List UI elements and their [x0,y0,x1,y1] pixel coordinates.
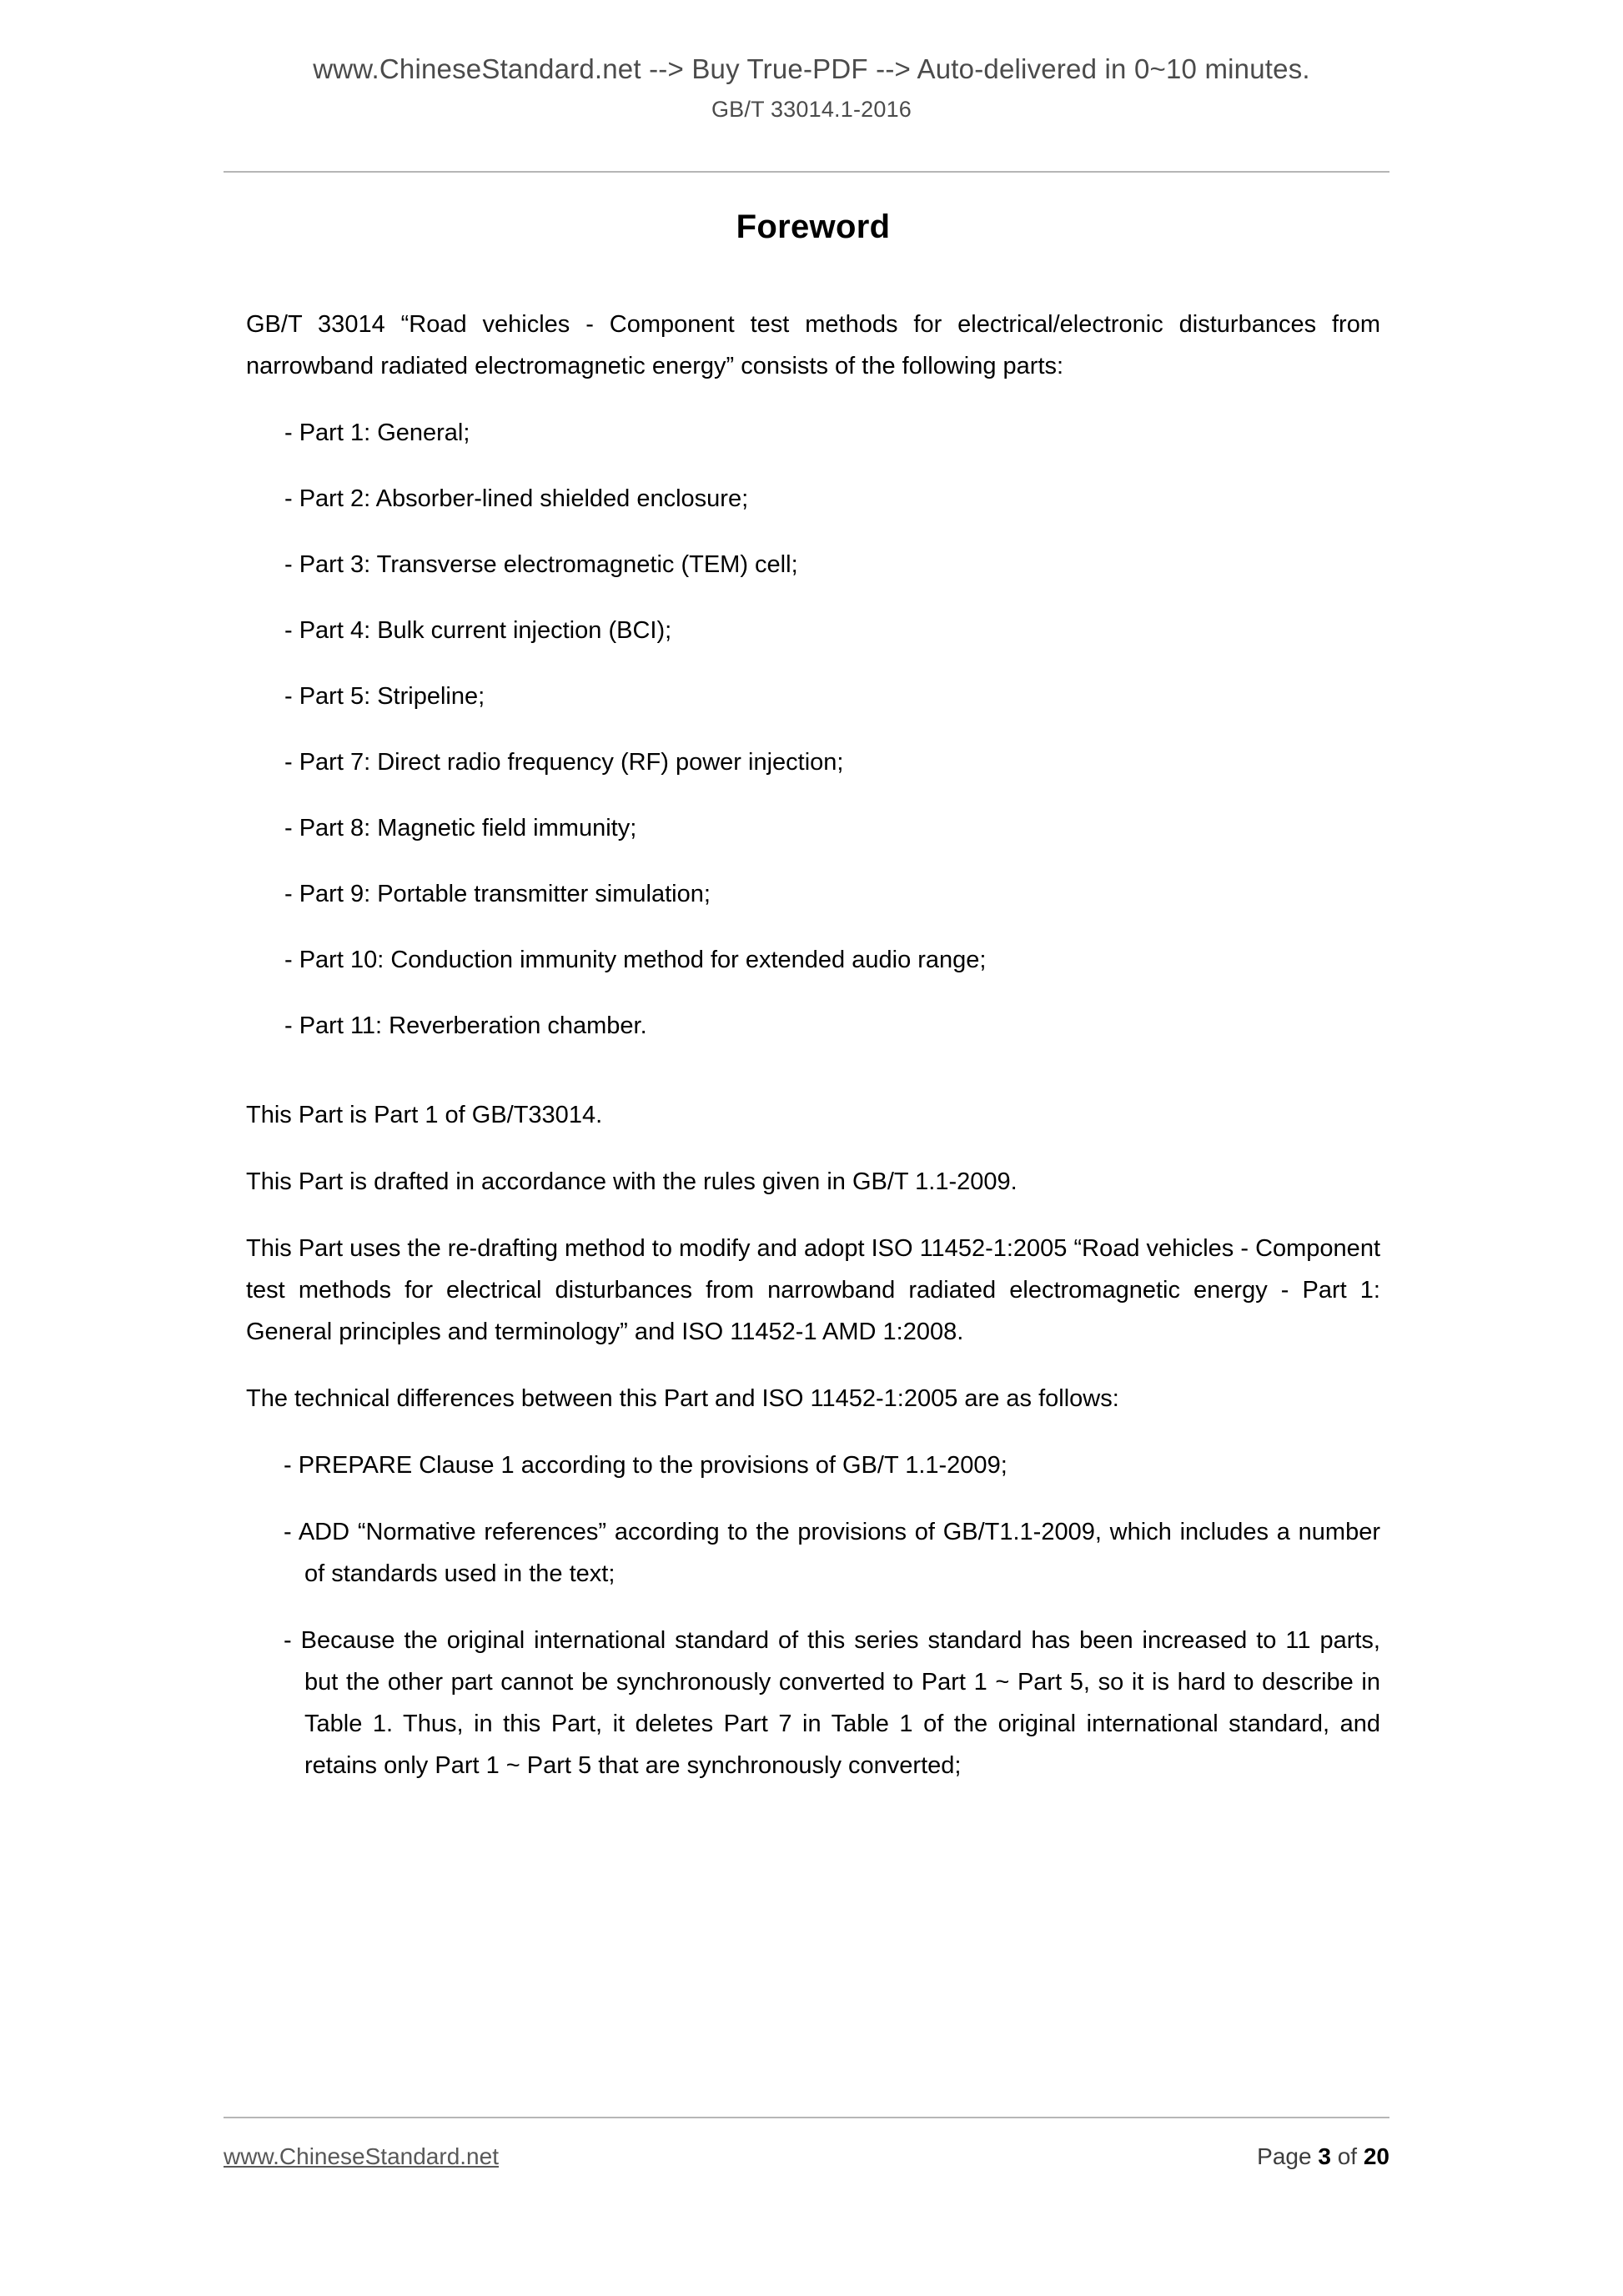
list-item: - Part 1: General; [284,420,470,446]
list-item: - Part 4: Bulk current injection (BCI); [284,617,672,644]
paragraph-part-of: This Part is Part 1 of GB/T33014. [246,1102,603,1128]
page-total-number: 20 [1363,2143,1389,2169]
paragraph-differences-intro: The technical differences between this Part and ISO 11452-1:2005 are as follows: [246,1385,1119,1412]
list-item: - Part 10: Conduction immunity method for extended audio range; [284,947,987,973]
paragraph-drafted-rules: This Part is drafted in accordance with the rules given in GB/T 1.1-2009. [246,1168,1018,1195]
list-item: - Part 9: Portable transmitter simulation; [284,881,711,907]
technical-differences-list [246,1444,1380,1786]
header-divider-rule [224,171,1389,173]
list-item: - ADD “Normative references” according to the provisions of GB/T1.1-2009, which includes a number of standards used in the text; [284,1519,1380,1587]
footer-divider-rule [224,2117,1389,2118]
header-standard-number: GB/T 33014.1-2016 [711,96,912,122]
list-item: - Part 3: Transverse electromagnetic (TEM) cell; [284,551,798,578]
page-header [0,52,1623,124]
list-item: - PREPARE Clause 1 according to the provisions of GB/T 1.1-2009; [284,1452,1007,1479]
paragraph-redrafting: This Part uses the re-drafting method to modify and adopt ISO 11452-1:2005 “Road vehicles - Component test methods for electrical disturbances from narrowband radiated electromagnetic energy - Part 1: General principles and terminology” and ISO 11452-1 AMD 1:2008. [246,1235,1380,1345]
list-item: - Because the original international standard of this series standard has been increased to 11 parts, but the other part cannot be synchronously converted to Part 1 ~ Part 5, so it is hard to describe in Table 1. Thus, in this Part, it deletes Part 7 in Table 1 of the original international standard, and retains only Part 1 ~ Part 5 that are synchronously converted; [284,1627,1380,1779]
page-footer [224,2143,1389,2170]
page-label-of: of [1337,2143,1358,2169]
document-body [246,304,1380,1811]
parts-list [246,412,1380,1047]
header-promo-text: www.ChineseStandard.net --> Buy True-PDF --> Auto-delivered in 0~10 minutes. [313,53,1310,84]
list-item: - Part 2: Absorber-lined shielded enclosure; [284,485,749,512]
list-item: - Part 7: Direct radio frequency (RF) power injection; [284,749,844,776]
footer-website-link[interactable]: www.ChineseStandard.net [224,2143,499,2169]
page-number-indicator [1257,2143,1389,2170]
intro-paragraph: GB/T 33014 “Road vehicles - Component test methods for electrical/electronic disturbances from narrowband radiated electromagnetic energy” consists of the following parts: [246,311,1380,379]
list-item: - Part 5: Stripeline; [284,683,485,710]
page-label-prefix: Page [1257,2143,1312,2169]
list-item: - Part 11: Reverberation chamber. [284,1012,647,1039]
section-spacer [246,1071,1380,1094]
page-title: Foreword [736,208,891,245]
page-current-number: 3 [1318,2143,1331,2169]
list-item: - Part 8: Magnetic field immunity; [284,815,637,842]
